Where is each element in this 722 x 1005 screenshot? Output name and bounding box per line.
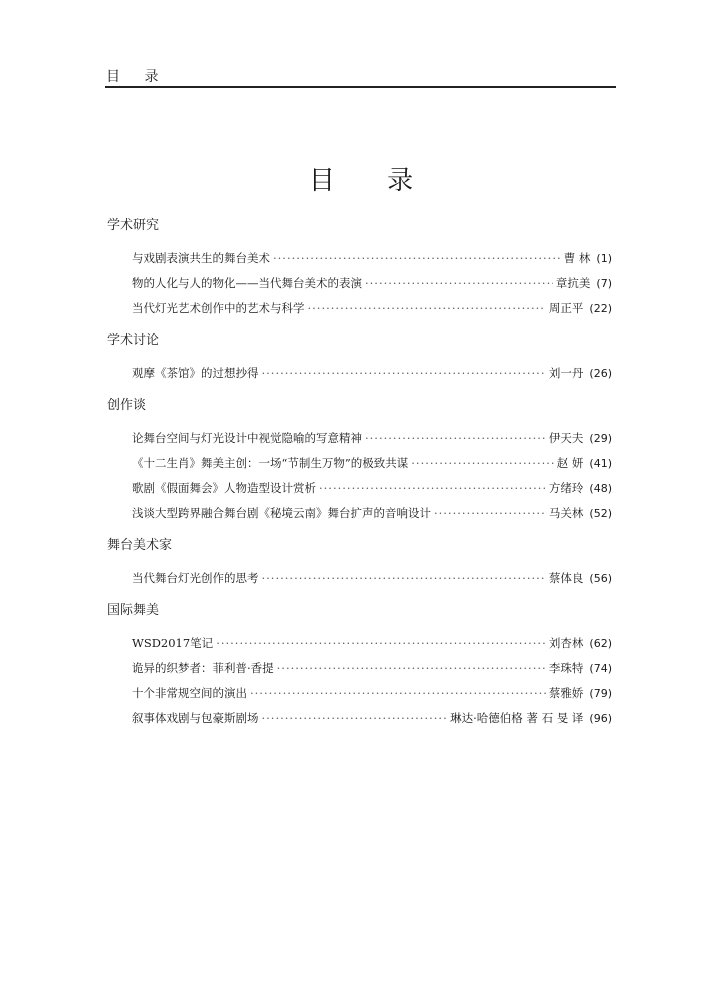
dot-leader <box>434 501 546 526</box>
toc-section <box>107 601 612 731</box>
dot-leader <box>277 656 546 681</box>
toc-entry[interactable] <box>107 361 612 386</box>
toc-entry[interactable] <box>107 476 612 501</box>
page-title: 目 录 <box>308 166 436 196</box>
entry-page-number: (48) <box>589 482 612 495</box>
toc-entry[interactable] <box>107 631 612 656</box>
entry-page-number: (29) <box>589 432 612 445</box>
toc-entry[interactable] <box>107 296 612 321</box>
entry-author: 刘一丹 <box>548 366 584 380</box>
entry-page-number: (79) <box>589 687 612 700</box>
entry-author: 方绪玲 <box>548 481 584 495</box>
dot-leader <box>365 271 553 296</box>
entry-author: 刘杏林 <box>548 636 584 650</box>
entry-title: 物的人化与人的物化——当代舞台美术的表演 <box>132 276 362 290</box>
dot-leader <box>273 246 561 271</box>
section-heading: 国际舞美 <box>107 603 160 618</box>
header-rule <box>105 86 616 88</box>
toc-entry[interactable] <box>107 681 612 706</box>
section-heading: 学术研究 <box>107 218 160 233</box>
entry-page-number: (62) <box>589 637 612 650</box>
entry-author: 赵 妍 <box>556 456 584 470</box>
table-of-contents <box>107 216 612 731</box>
running-header: 目 录 <box>106 69 169 85</box>
entry-author: 曹 林 <box>563 251 591 265</box>
dot-leader <box>262 361 546 386</box>
entry-title: 当代舞台灯光创作的思考 <box>132 571 259 585</box>
entry-author: 周正平 <box>548 301 584 315</box>
entry-page-number: (52) <box>589 507 612 520</box>
entry-page-number: (22) <box>589 302 612 315</box>
entry-title: 论舞台空间与灯光设计中视觉隐喻的写意精神 <box>132 431 362 445</box>
dot-leader <box>262 566 546 591</box>
entry-page-number: (96) <box>589 712 612 725</box>
dot-leader <box>365 426 546 451</box>
entry-page-number: (1) <box>596 252 612 265</box>
entry-page-number: (26) <box>589 367 612 380</box>
entry-author: 章抗美 <box>555 276 591 290</box>
section-heading: 舞台美术家 <box>107 538 173 553</box>
entry-author: 马关林 <box>548 506 584 520</box>
toc-entry[interactable] <box>107 451 612 476</box>
entry-title: WSD2017笔记 <box>132 636 214 650</box>
toc-entry[interactable] <box>107 271 612 296</box>
dot-leader <box>308 296 546 321</box>
entry-author: 李珠特 <box>548 661 584 675</box>
entry-title: 《十二生肖》舞美主创：一场“节制生万物”的极致共谋 <box>132 456 409 470</box>
toc-entry[interactable] <box>107 706 612 731</box>
entry-page-number: (41) <box>589 457 612 470</box>
entry-title: 观摩《茶馆》的过想抄得 <box>132 366 259 380</box>
entry-author: 蔡体良 <box>548 571 584 585</box>
entry-title: 十个非常规空间的演出 <box>132 686 247 700</box>
toc-entry[interactable] <box>107 566 612 591</box>
entry-title: 当代灯光艺术创作中的艺术与科学 <box>132 301 305 315</box>
entry-author: 伊天夫 <box>548 431 584 445</box>
entry-page-number: (7) <box>596 277 612 290</box>
entry-author: 琳达·哈德伯格 著 石 旻 译 <box>450 711 584 725</box>
toc-section <box>107 536 612 591</box>
toc-section <box>107 396 612 526</box>
toc-entry[interactable] <box>107 426 612 451</box>
toc-section <box>107 216 612 321</box>
entry-title: 浅谈大型跨界融合舞台剧《秘境云南》舞台扩声的音响设计 <box>132 506 431 520</box>
section-heading: 创作谈 <box>107 398 147 413</box>
section-heading: 学术讨论 <box>107 333 160 348</box>
entry-title: 歌剧《假面舞会》人物造型设计赏析 <box>132 481 316 495</box>
toc-entry[interactable] <box>107 246 612 271</box>
dot-leader <box>250 681 546 706</box>
dot-leader <box>216 631 546 656</box>
dot-leader <box>319 476 546 501</box>
entry-page-number: (74) <box>589 662 612 675</box>
toc-entry[interactable] <box>107 656 612 681</box>
entry-title: 叙事体戏剧与包豪斯剧场 <box>132 711 259 725</box>
entry-author: 蔡雅娇 <box>548 686 584 700</box>
toc-section <box>107 331 612 386</box>
toc-entry[interactable] <box>107 501 612 526</box>
entry-title: 诡异的织梦者：菲利普·香提 <box>132 661 274 675</box>
dot-leader <box>411 451 553 476</box>
entry-page-number: (56) <box>589 572 612 585</box>
dot-leader <box>262 706 448 731</box>
entry-title: 与戏剧表演共生的舞台美术 <box>132 251 270 265</box>
